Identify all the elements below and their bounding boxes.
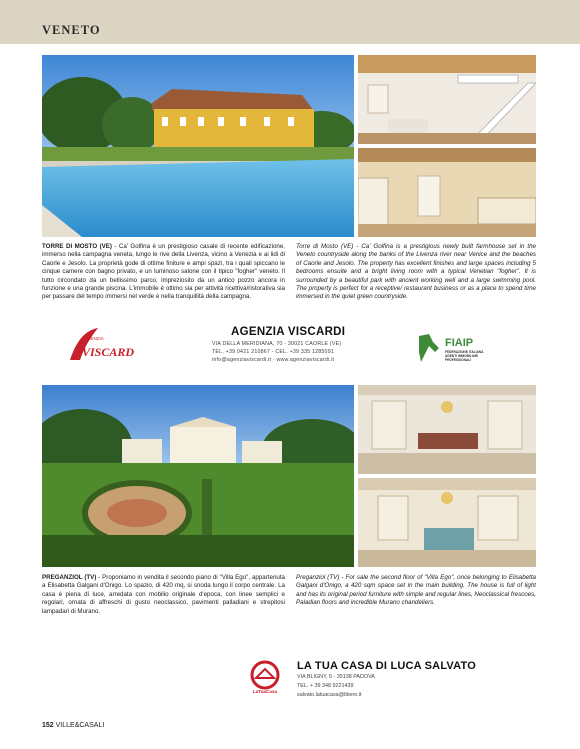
- section-title: VENETO: [42, 23, 101, 37]
- fiaip-subtitle-1: FEDERAZIONE ITALIANA: [445, 350, 484, 354]
- agency2-phone: TEL. + 39 348 9221439: [297, 683, 354, 689]
- latuacasa-logo: [248, 660, 282, 696]
- agency1-address: VIA DELLA MERIDIANA, 70 - 30021 CAORLE (VE): [212, 341, 342, 347]
- listing2-description-it: [42, 574, 285, 616]
- photo-frescoed-hall: [358, 385, 536, 474]
- page-footer: [42, 722, 104, 729]
- listing1-location: TORRE DI MOSTO (VE): [42, 243, 112, 250]
- listing1-description-it: [42, 243, 285, 302]
- photo-kitchen: [358, 148, 536, 237]
- listing2-description-en: Preganziol (TV) - For sale the second floor of "Villa Ego", once belonging to Elisabetta Galgani d'Onigo, a 420 sqm space set in the main building. The house is full of light and has its original period furniture with simple and regular lines, Neoclassical frescoes, Paladian floors and incredible Murano chandeliers.: [296, 574, 536, 607]
- viscardi-logo-text: VISCARDI: [82, 345, 134, 359]
- fiaip-subtitle-2: AGENTI IMMOBILIARI: [445, 354, 479, 358]
- agency1-contacts[interactable]: info@agenziaviscardi.it - www.agenziaviscardi.it: [212, 357, 335, 363]
- viscardi-logo: [68, 326, 134, 364]
- listing2-location: PREGANZIOL (TV): [42, 574, 97, 581]
- viscardi-logo-small-text: AGENZIA: [84, 336, 104, 341]
- listing1-text-it: - Ca' Golfina è un prestigioso casale di recente edificazione, immerso nella campagna veneta, lungo le rive della Livenza, vicino a Venezia e ai lidi di Caorle e Jesolo. La proprietà gode di ottime finiture e ampi spazi, tra i quali spiccano le cinque camere con bagno privato, e un luminoso salone con il tipico "fogher" veneto. Il tutto circondato da un bellissimo parco, impreziosito da un antico pozzo ancora in funzione e una grande piscina. L'immobile è ottimo sia per attività ricettiva/ristorativa sia per passare del tempo immersi nel verde e nella tranquillità della campagna.: [42, 243, 285, 301]
- agency1-name: AGENZIA VISCARDI: [231, 326, 346, 338]
- agency2-address: VIA BLIGNY, 5 - 35138 PADOVA: [297, 674, 375, 680]
- agency1-phones: TEL. +39 0421 210867 - CEL. +39 335 1285091: [212, 349, 334, 355]
- magazine-name: VILLE&CASALI: [55, 722, 105, 729]
- photo-living-room-stairs: [358, 55, 536, 144]
- agency2-name: LA TUA CASA DI LUCA SALVATO: [297, 660, 476, 672]
- photo-farmhouse-pool: [42, 55, 354, 237]
- latuacasa-logo-text: LaTuaCasa: [252, 689, 278, 694]
- agency2-email[interactable]: salvato.latuacasa@libero.it: [297, 692, 362, 698]
- page-number: 152: [42, 722, 54, 729]
- photo-villa-garden: [42, 385, 354, 567]
- listing1-description-en: Torre di Mosto (VE) - Ca' Golfina is a prestigious newly built farmhouse set in the Veneto countryside along the banks of the Livenza river near Venice and the beaches of Caorle and Jesolo. The property has excellent finishes and large spaces including 5 bedrooms ensuite and a bright living room with a typical Venetian "fogher". It is surrounded by a beautiful park with ancient working well and a large swimming pool. The property is perfect for a receptive/ restaurant business or as a place to spend time immersed in the quiet green countryside.: [296, 243, 536, 301]
- listing2-text-it: - Proponiamo in vendita il secondo piano di "Villa Ego", appartenuta a Elisabetta Galgani d'Onigo. Lo spazio, di 420 mq, si snoda lungo il corpo centrale. La casa è piena di luce, arredata con mobilio originale d'epoca, con linee semplici e regolari, ornata di affreschi di gusto neoclassico, pavimenti palladiani e strepitosi lampadari di Murano.: [42, 574, 285, 615]
- fiaip-logo-text: FIAIP: [445, 337, 474, 349]
- fiaip-subtitle-3: PROFESSIONALI: [445, 358, 472, 362]
- photo-bedroom: [358, 478, 536, 567]
- fiaip-logo: [415, 332, 497, 366]
